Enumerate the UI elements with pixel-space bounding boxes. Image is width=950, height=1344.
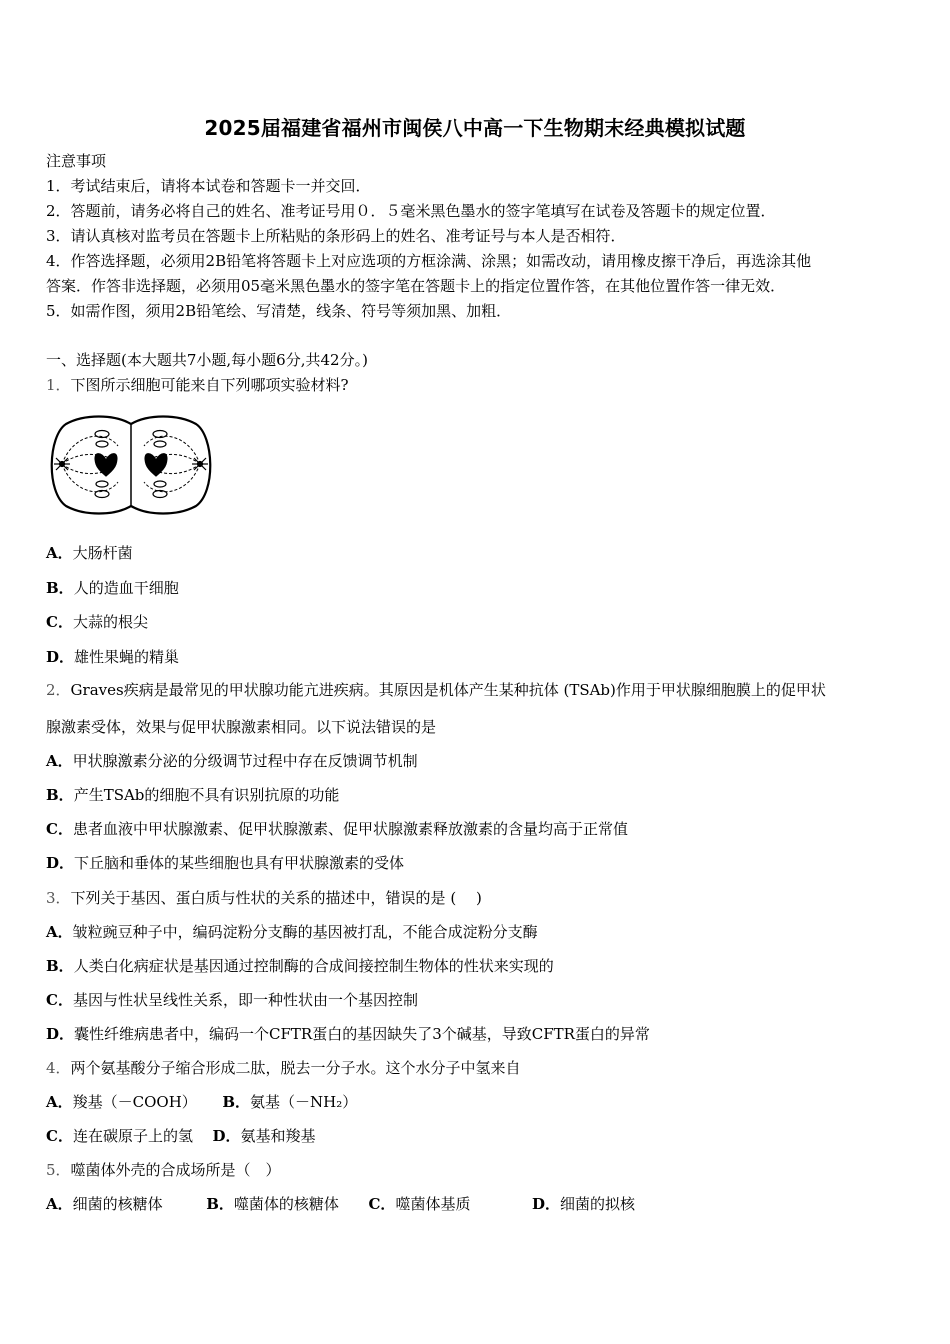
question-2-cont: 腺激素受体，效果与促甲状腺激素相同。以下说法错误的是: [46, 718, 437, 736]
q1-option-c: C．大蒜的根尖: [46, 613, 148, 631]
q5-option-d-label: D．: [532, 1195, 561, 1213]
q1-option-b: B．人的造血干细胞: [46, 579, 179, 597]
notice-item-1: 1．考试结束后，请将本试卷和答题卡一并交回．: [46, 177, 371, 195]
question-4: [46, 1058, 521, 1078]
q3-option-b: B．人类白化病症状是基因通过控制酶的合成间接控制生物体的性状来实现的: [46, 957, 554, 975]
q4-option-a-label: A．: [46, 1093, 73, 1111]
question-number: 4．: [46, 1059, 71, 1077]
notice-heading: 注意事项: [46, 152, 107, 170]
q4-option-a-text: 羧基（－COOH）: [72, 1093, 197, 1111]
question-number: 2．: [46, 681, 71, 699]
q5-option-c-text: 噬菌体基质: [395, 1195, 471, 1213]
question-number: 3．: [46, 889, 71, 907]
q5-option-c-label: C．: [368, 1195, 396, 1213]
question-2: [46, 680, 826, 700]
q4-option-b-label: B．: [222, 1093, 251, 1111]
q3-option-d: D．囊性纤维病患者中，编码一个CFTR蛋白的基因缺失了3个碱基，导致CFTR蛋白的异常: [46, 1025, 650, 1043]
notice-item-2: 2．答题前，请务必将自己的姓名、准考证号用０．５毫米黑色墨水的签字笔填写在试卷及答题卡的规定位置．: [46, 202, 776, 220]
q2-option-c: C．患者血液中甲状腺激素、促甲状腺激素、促甲状腺激素释放激素的含量均高于正常值: [46, 820, 628, 838]
q5-option-d-text: 细菌的拟核: [560, 1195, 636, 1213]
question-stem: 下图所示细胞可能来自下列哪项实验材料?: [70, 376, 349, 394]
q4-option-d-label: D．: [212, 1127, 241, 1145]
q5-options-row: [46, 1194, 635, 1214]
q2-option-d: D．下丘脑和垂体的某些细胞也具有甲状腺激素的受体: [46, 854, 405, 872]
q4-option-b-text: 氨基（－NH₂）: [250, 1093, 358, 1111]
q3-option-a: A．皱粒豌豆种子中，编码淀粉分支酶的基因被打乱，不能合成淀粉分支酶: [46, 923, 538, 941]
question-stem: 下列关于基因、蛋白质与性状的关系的描述中，错误的是 ( ): [70, 889, 482, 907]
question-3: [46, 888, 482, 908]
q2-option-a: A．甲状腺激素分泌的分级调节过程中存在反馈调节机制: [46, 752, 418, 770]
question-number: 1．: [46, 376, 71, 394]
q5-option-b-label: B．: [206, 1195, 234, 1213]
q1-option-d: D．雄性果蝇的精巢: [46, 648, 180, 666]
question-stem: 噬菌体外壳的合成场所是（ ）: [70, 1161, 281, 1179]
q4-option-d-text: 氨基和羧基: [240, 1127, 316, 1145]
q4-options-row-1: [46, 1092, 357, 1112]
q2-option-b: B．产生TSAb的细胞不具有识别抗原的功能: [46, 786, 340, 804]
q1-option-a: A．大肠杆菌: [46, 544, 133, 562]
question-1: [46, 375, 349, 395]
question-number: 5．: [46, 1161, 71, 1179]
q5-option-b-text: 噬菌体的核糖体: [233, 1195, 339, 1213]
page-title: 2025届福建省福州市闽侯八中高一下生物期末经典模拟试题: [204, 116, 746, 140]
notice-item-5: 5．如需作图，须用2B铅笔绘、写清楚，线条、符号等须加黑、加粗．: [46, 302, 512, 320]
cell-division-figure: [44, 412, 218, 518]
notice-item-3: 3．请认真核对监考员在答题卡上所粘贴的条形码上的姓名、准考证号与本人是否相符．: [46, 227, 626, 245]
question-stem: 两个氨基酸分子缩合形成二肽，脱去一分子水。这个水分子中氢来自: [70, 1059, 521, 1077]
section-heading: 一、选择题(本大题共7小题,每小题6分,共42分。): [46, 351, 368, 369]
notice-item-4-cont: 答案．作答非选择题，必须用05毫米黑色墨水的签字笔在答题卡上的指定位置作答，在其他位置作答一律无效．: [46, 277, 786, 295]
q5-option-a-text: 细菌的核糖体: [72, 1195, 163, 1213]
question-stem: Graves疾病是最常见的甲状腺功能亢进疾病。其原因是机体产生某种抗体 (TSAb)作用于甲状腺细胞膜上的促甲状: [70, 681, 826, 699]
q5-option-a-label: A．: [46, 1195, 73, 1213]
q4-options-row-2: [46, 1126, 316, 1146]
q3-option-c: C．基因与性状呈线性关系，即一种性状由一个基因控制: [46, 991, 418, 1009]
question-5: [46, 1160, 281, 1180]
notice-item-4: 4．作答选择题，必须用2B铅笔将答题卡上对应选项的方框涂满、涂黑；如需改动，请用橡皮擦干净后，再选涂其他: [46, 252, 812, 270]
q4-option-c-label: C．: [46, 1127, 73, 1145]
q4-option-c-text: 连在碳原子上的氢: [72, 1127, 193, 1145]
